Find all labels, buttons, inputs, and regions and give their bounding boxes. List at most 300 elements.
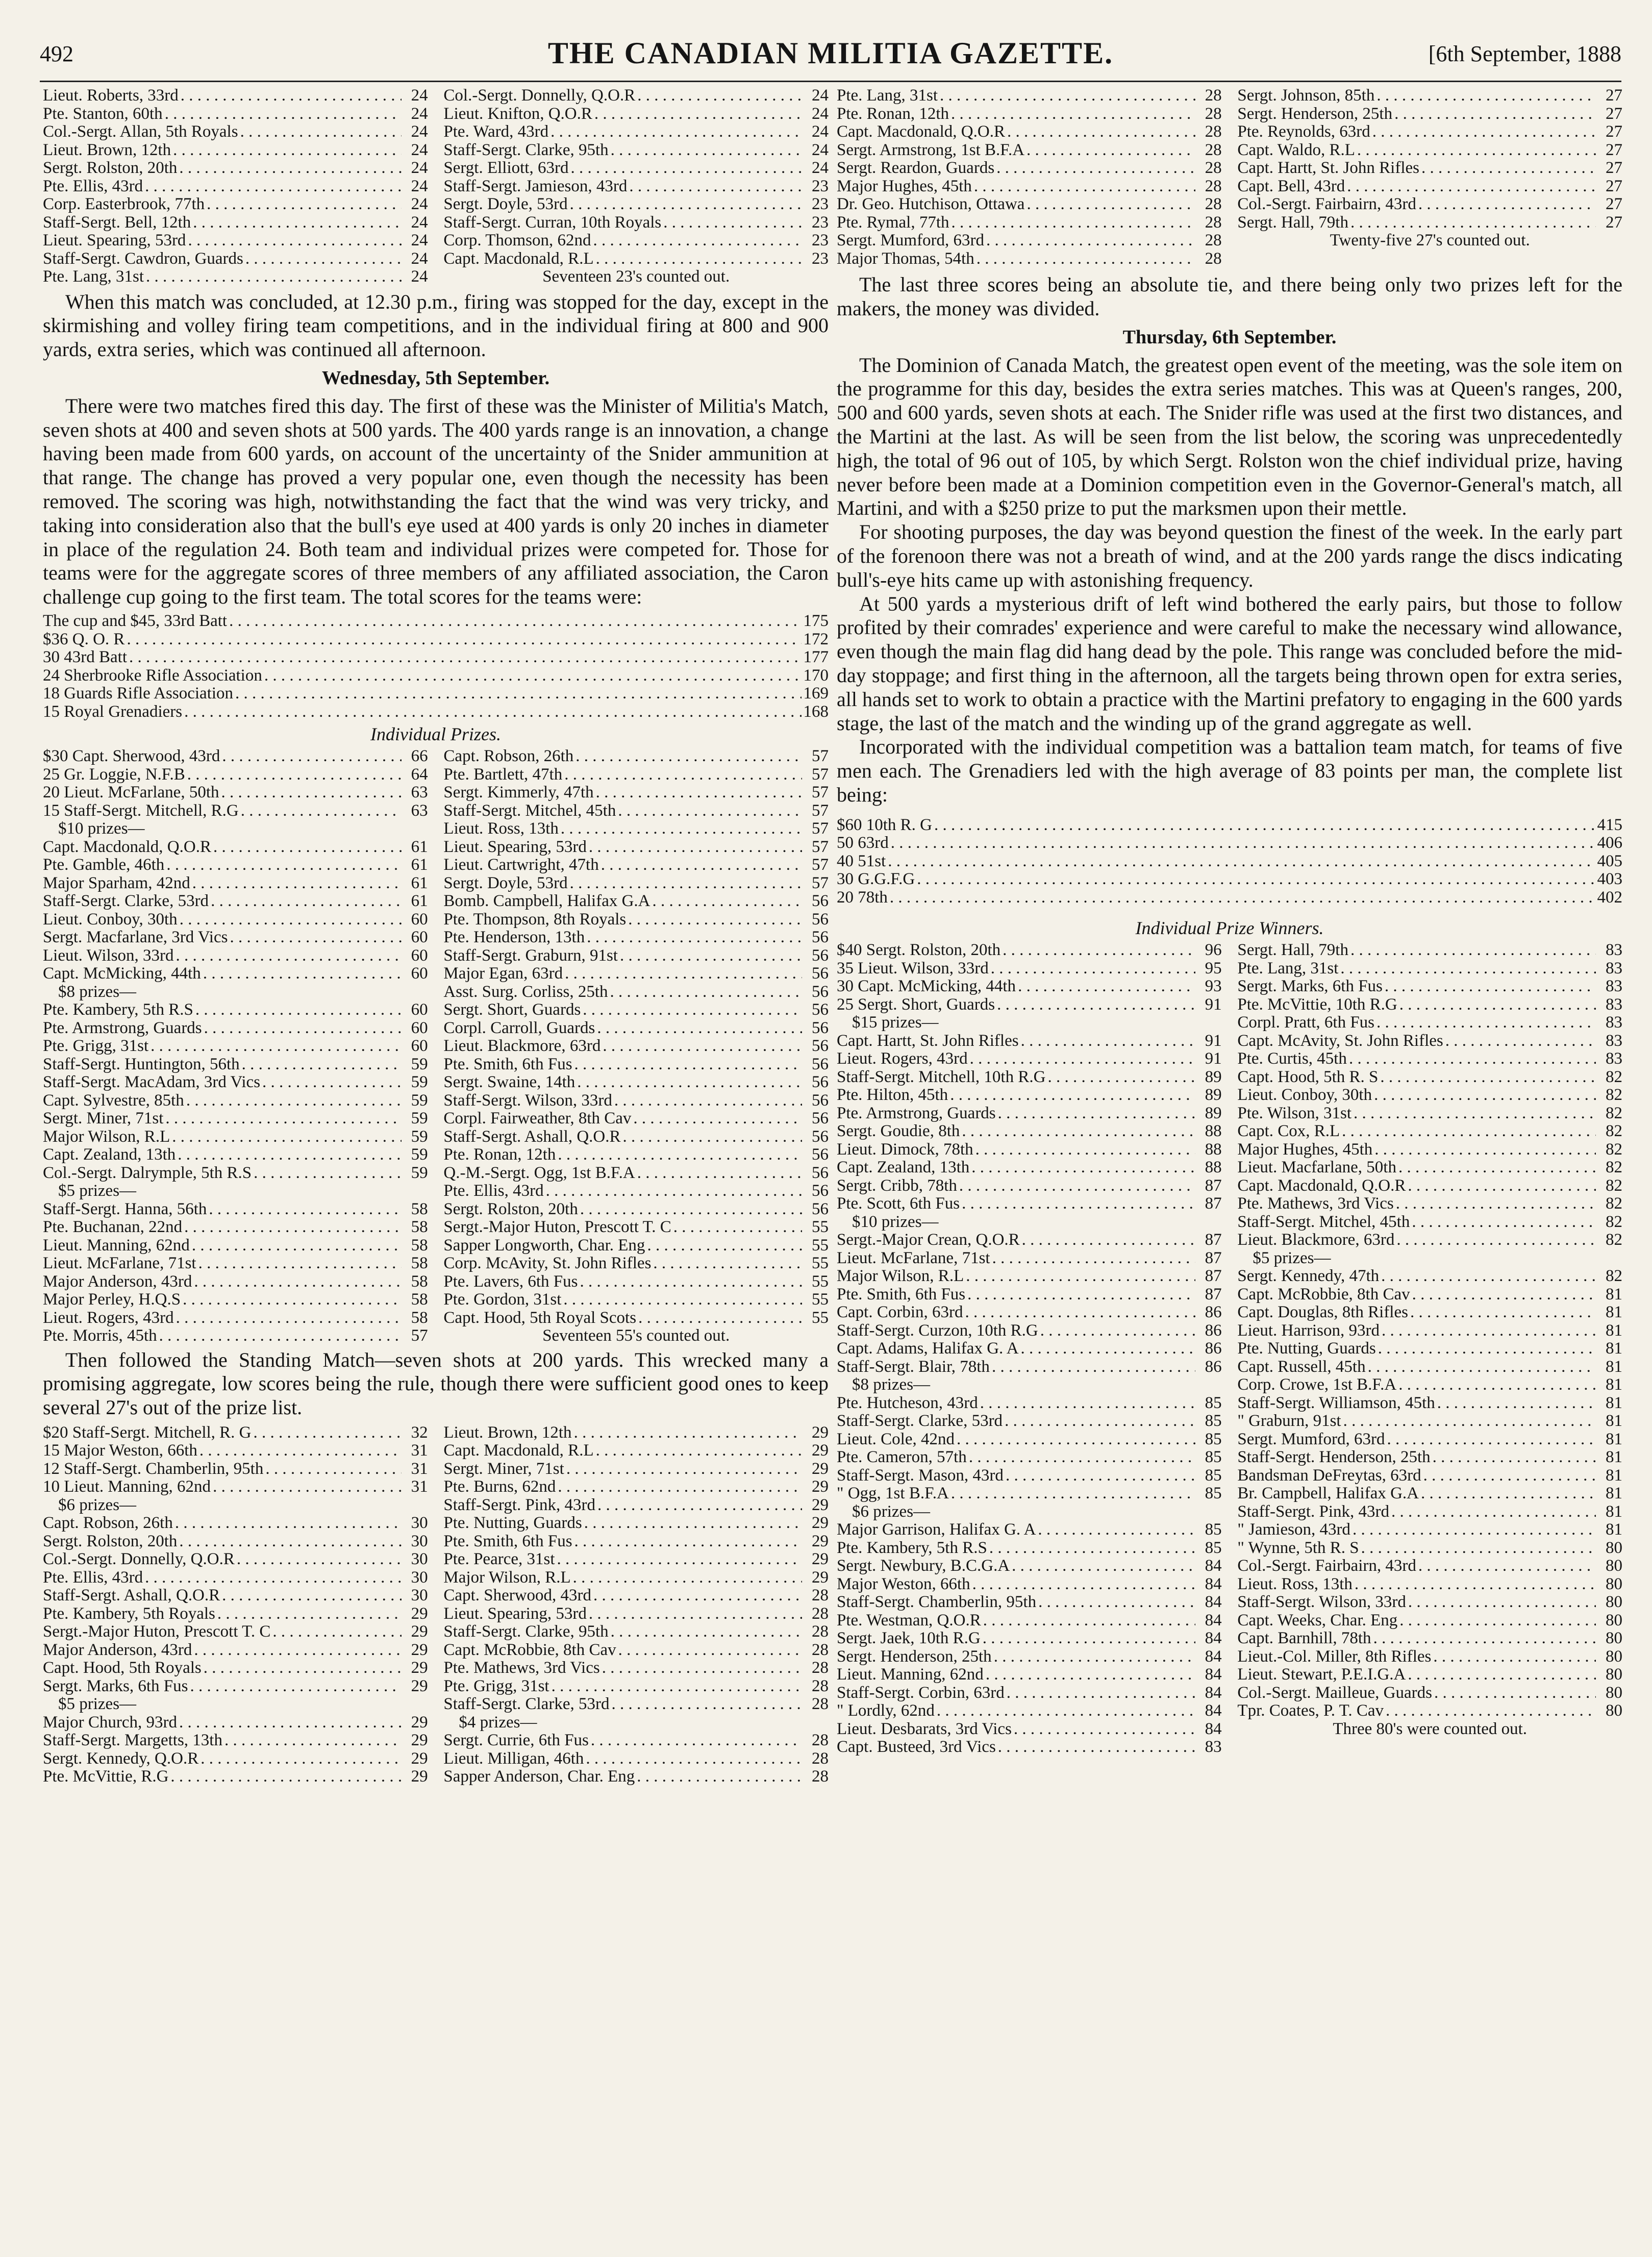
entry-name: Lieut. Wilson, 33rd [43, 946, 174, 965]
entry-score: 29 [411, 1749, 428, 1768]
entry-score: 82 [1606, 1159, 1622, 1177]
entry-score: 84 [1205, 1575, 1222, 1593]
table-row [1237, 1177, 1622, 1195]
entry-score: 81 [1606, 1448, 1622, 1467]
entry-score: 405 [1597, 852, 1622, 870]
dot-leader [965, 1303, 1195, 1322]
entry-name: Major Anderson, 43rd [43, 1641, 192, 1659]
table-row [837, 834, 1622, 852]
table-row [1237, 159, 1622, 178]
entry-score: 24 [411, 268, 428, 286]
entry-score: 86 [1205, 1358, 1222, 1376]
entry-name: Asst. Surg. Corliss, 25th [443, 983, 608, 1001]
entry-score: 59 [411, 1091, 428, 1110]
entry-score: 55 [812, 1218, 829, 1237]
entry-name: $36 Q. O. R [43, 630, 125, 648]
dot-leader [633, 1110, 802, 1128]
entry-name: Lieut. Rogers, 43rd [837, 1050, 968, 1068]
entry-name: Lieut.-Col. Miller, 8th Rifles [1237, 1647, 1432, 1666]
entry-name: Sergt. Miner, 71st [43, 1110, 164, 1128]
dot-leader [986, 1666, 1195, 1684]
entry-name: Lieut. Manning, 62nd [43, 1236, 190, 1255]
entry-name: Sergt. Kimmerly, 47th [443, 784, 594, 802]
table-row [837, 1431, 1222, 1449]
entry-name: Pte. Kambery, 5th R.S [43, 1001, 193, 1019]
dot-leader [577, 1073, 802, 1092]
table-row [837, 1068, 1222, 1087]
table-row [1237, 960, 1622, 978]
dot-leader [222, 747, 401, 766]
entry-name: Col.-Sergt. Mailleue, Guards [1237, 1684, 1432, 1702]
table-row [1237, 1648, 1622, 1666]
entry-score: 57 [812, 820, 829, 838]
dot-leader [1014, 1720, 1195, 1739]
table-row [43, 820, 428, 838]
table-row [837, 232, 1222, 250]
entry-name: $5 prizes— [58, 1695, 137, 1714]
page-number: 492 [40, 41, 73, 66]
entry-name: Capt. Robson, 26th [443, 747, 574, 766]
dot-leader [566, 1460, 802, 1478]
entry-score: 23 [812, 232, 829, 249]
table-col [443, 747, 829, 1345]
entry-score: 84 [1205, 1666, 1222, 1684]
dot-leader [194, 1641, 401, 1660]
dot-leader [1421, 1485, 1596, 1503]
entry-name: Lieut. Dimock, 78th [837, 1140, 973, 1159]
entry-score: 87 [1205, 1176, 1222, 1195]
table-row [443, 1424, 829, 1442]
entry-score: 91 [1205, 995, 1222, 1014]
entry-name: Lieut. Manning, 62nd [837, 1666, 984, 1684]
dot-leader [1382, 1322, 1596, 1340]
dot-leader [1434, 1684, 1596, 1702]
dot-leader [623, 1128, 802, 1146]
dot-leader [996, 159, 1195, 178]
entry-name: Staff-Sergt. Bell, 12th [43, 213, 191, 232]
entry-name: Corpl. Carroll, Guards [443, 1019, 595, 1037]
dot-leader [1038, 1521, 1195, 1539]
table-col [1237, 87, 1622, 268]
dot-leader [969, 1448, 1195, 1467]
dot-leader [991, 960, 1195, 978]
dot-leader [221, 784, 402, 802]
left-column [43, 87, 829, 2240]
entry-name: Sergt. Rolston, 20th [43, 159, 178, 177]
entry-name: Lieut. Desbarats, 3rd Vics [837, 1720, 1012, 1738]
entry-name: " Ogg, 1st B.F.A [837, 1485, 949, 1503]
dot-leader [209, 1200, 401, 1219]
table-row [43, 1073, 428, 1092]
entry-score: 56 [812, 983, 829, 1001]
table-row [837, 1503, 1222, 1521]
dot-leader [199, 1442, 402, 1460]
entry-name: Col.-Sergt. Donnelly, Q.O.R [443, 87, 636, 105]
entry-name: Pte. Smith, 6th Fus [443, 1532, 572, 1550]
table-row [837, 214, 1222, 232]
dot-leader [179, 1533, 401, 1551]
entry-score: 84 [1205, 1629, 1222, 1648]
dot-leader [934, 816, 1595, 835]
entry-score: 24 [411, 177, 428, 195]
dot-leader [192, 1237, 402, 1255]
entry-score: 24 [411, 87, 428, 105]
entry-score: 29 [812, 1478, 829, 1496]
entry-name: $6 prizes— [58, 1496, 137, 1514]
entry-name: Bomb. Campbell, Halifax G.A [443, 892, 650, 911]
table-row [1237, 996, 1622, 1014]
entry-name: Sergt. Cribb, 78th [837, 1176, 957, 1195]
entry-name: 40 51st [837, 852, 886, 870]
entry-name: Staff-Sergt. Henderson, 25th [1237, 1448, 1431, 1467]
entry-score: 55 [812, 1291, 829, 1309]
dot-leader [618, 802, 802, 820]
entry-name: $8 prizes— [58, 983, 137, 1001]
dot-leader [890, 889, 1595, 907]
entry-name: Sergt. Mumford, 63rd [837, 232, 985, 249]
entry-score: 82 [1606, 1122, 1622, 1141]
entry-name: Lieut. Conboy, 30th [43, 910, 178, 929]
table-row [43, 1255, 428, 1273]
table-row [443, 1677, 829, 1696]
entry-name: Capt. Macdonald, Q.O.R [837, 123, 1005, 141]
entry-name: $5 prizes— [1253, 1249, 1331, 1267]
entry-name: Sergt. Kennedy, 47th [1237, 1267, 1380, 1286]
dot-leader [888, 852, 1595, 871]
table-row [43, 268, 428, 286]
dot-leader [637, 1768, 802, 1786]
table-row [837, 1448, 1222, 1467]
table-row [1237, 1122, 1622, 1141]
dot-leader [145, 178, 401, 196]
entry-name: Capt. Macdonald, R.L [443, 249, 594, 268]
score-table-2 [43, 747, 829, 1345]
entry-name: Lieut. Spearing, 53rd [443, 1604, 587, 1623]
entry-score: 61 [411, 892, 428, 911]
dot-leader [1408, 1177, 1596, 1195]
entry-score: 82 [1606, 1231, 1622, 1249]
dot-leader [1007, 123, 1195, 141]
table-row [443, 1128, 829, 1146]
dot-leader [1354, 1105, 1596, 1123]
table-row [443, 250, 829, 268]
dot-leader [1421, 159, 1596, 178]
entry-name: Pte. Mathews, 3rd Vics [443, 1659, 600, 1677]
entry-name: Capt. Bell, 43rd [1237, 177, 1345, 195]
entry-name: Sergt. Hall, 79th [1237, 941, 1348, 960]
dot-leader [614, 1092, 802, 1110]
table-row [443, 1605, 829, 1623]
entry-name: Pte. Smith, 6th Fus [443, 1055, 572, 1073]
entry-name: Col.-Sergt. Donnelly, Q.O.R [43, 1550, 235, 1569]
entry-score: 170 [803, 666, 829, 685]
entry-name: Lieut. Ross, 13th [1237, 1575, 1353, 1593]
dot-leader [237, 1550, 402, 1569]
dot-leader [241, 802, 402, 820]
dot-leader [203, 965, 402, 983]
table-rows [1237, 87, 1622, 232]
dot-leader [1408, 1666, 1596, 1684]
entry-name: Sergt. Kennedy, Q.O.R [43, 1749, 199, 1768]
entry-name: Staff-Sergt. Pink, 43rd [1237, 1502, 1390, 1521]
dot-leader [611, 1695, 802, 1714]
table-row [1237, 1467, 1622, 1485]
dot-leader [272, 1623, 401, 1641]
entry-score: 28 [1205, 105, 1222, 123]
entry-name: $5 prizes— [58, 1182, 137, 1200]
entry-name: 30 Capt. McMicking, 44th [837, 977, 1016, 996]
table-row [43, 1550, 428, 1569]
dot-leader [951, 1485, 1195, 1503]
table-row [443, 1237, 829, 1255]
entry-score: 60 [411, 929, 428, 947]
table-row [443, 141, 829, 160]
dot-leader [594, 105, 802, 123]
entry-score: 57 [812, 856, 829, 874]
dot-leader [952, 214, 1195, 232]
entry-score: 87 [1205, 1195, 1222, 1213]
table-row [43, 1237, 428, 1255]
entry-name: Capt. Macdonald, Q.O.R [1237, 1176, 1406, 1195]
entry-score: 86 [1205, 1303, 1222, 1322]
table-row [837, 195, 1222, 214]
entry-name: Pte. Henderson, 13th [443, 929, 585, 947]
entry-score: 23 [812, 195, 829, 213]
table-row [1237, 1267, 1622, 1286]
entry-name: Capt. Macdonald, Q.O.R [43, 838, 211, 856]
dot-leader [192, 874, 402, 893]
entry-name: Sergt. Jaek, 10th R.G [837, 1629, 981, 1648]
dot-leader [165, 105, 402, 123]
entry-name: Pte. Buchanan, 22nd [43, 1218, 183, 1237]
entry-name: Staff-Sergt. Curran, 10th Royals [443, 213, 662, 232]
entry-score: 83 [1606, 1032, 1622, 1050]
paragraph: Incorporated with the individual competition was a battalion team match, for teams of five men each. The Grenadiers led with the high average of 83 points per man, the complete list being: [837, 735, 1622, 806]
issue-date: [6th September, 1888 [1428, 41, 1621, 66]
entry-name: $40 Sergt. Rolston, 20th [837, 941, 1001, 960]
entry-name: Capt. Adams, Halifax G. A [837, 1340, 1019, 1358]
entry-name: Major Anderson, 43rd [43, 1272, 192, 1291]
entry-score: 81 [1606, 1285, 1622, 1303]
dot-leader [1350, 214, 1596, 232]
entry-score: 29 [812, 1460, 829, 1478]
table-row [443, 1478, 829, 1496]
entry-score: 28 [1205, 87, 1222, 105]
table-row [43, 232, 428, 250]
table-col [43, 87, 428, 286]
entry-name: Corp. Crowe, 1st B.F.A [1237, 1376, 1397, 1394]
dot-leader [917, 870, 1595, 889]
table-row [1237, 1231, 1622, 1249]
table-row [443, 1514, 829, 1533]
table-row [443, 892, 829, 911]
entry-name: Sergt.-Major Huton, Prescott T. C [443, 1218, 671, 1237]
entry-score: 63 [411, 801, 428, 820]
table-row [837, 1467, 1222, 1485]
entry-name: Pte. Cameron, 57th [837, 1448, 967, 1467]
entry-name: Staff-Sergt. Cawdron, Guards [43, 249, 243, 268]
table-row [837, 1340, 1222, 1358]
dot-leader [637, 1164, 802, 1183]
table-row [43, 685, 829, 703]
entry-name: Pte. Ellis, 43rd [43, 1568, 143, 1587]
entry-name: Staff-Sergt. Chamberlin, 95th [837, 1593, 1037, 1612]
entry-name: Sergt. Newbury, B.C.G.A [837, 1557, 1010, 1575]
entry-score: 23 [812, 249, 829, 268]
entry-name: Sergt. Swaine, 14th [443, 1073, 575, 1092]
dot-leader [178, 1146, 401, 1164]
table-row [837, 1539, 1222, 1558]
score-table-5 [837, 941, 1622, 1757]
entry-score: 80 [1606, 1647, 1622, 1666]
entry-name: $15 prizes— [852, 1014, 939, 1032]
entry-name: Sergt. Henderson, 25th [837, 1647, 992, 1666]
dot-leader [170, 1768, 401, 1786]
entry-name: 15 Royal Grenadiers [43, 703, 183, 721]
entry-name: Corpl. Fairweather, 8th Cav [443, 1110, 632, 1128]
masthead-title: THE CANADIAN MILITIA GAZETTE. [547, 36, 1114, 70]
entry-score: 24 [411, 213, 428, 232]
table-row [443, 123, 829, 141]
table-row [837, 159, 1222, 178]
entry-name: Pte. Thompson, 8th Royals [443, 910, 627, 929]
entry-score: 30 [411, 1550, 428, 1569]
entry-name: Lieut. Milligan, 46th [443, 1749, 584, 1768]
dot-leader [264, 667, 802, 685]
table-row [837, 1014, 1222, 1032]
table-row [837, 1141, 1222, 1159]
dot-leader [583, 1001, 802, 1019]
entry-name: Lieut. Cartwright, 47th [443, 856, 599, 874]
table-row [1237, 1629, 1622, 1648]
entry-score: 81 [1606, 1340, 1622, 1358]
table-col [43, 1424, 428, 1786]
table-row [443, 838, 829, 857]
entry-name: Lieut. McFarlane, 71st [837, 1249, 990, 1267]
header-rule [40, 81, 1621, 82]
dot-leader [561, 820, 802, 838]
entry-score: 29 [411, 1604, 428, 1623]
table-row [837, 1521, 1222, 1539]
table-row [43, 123, 428, 141]
table-row [43, 1695, 428, 1714]
table-row [43, 1514, 428, 1533]
table-row [43, 1768, 428, 1786]
table-row [43, 250, 428, 268]
entry-name: Sergt. Marks, 6th Fus [43, 1677, 188, 1695]
table-col [43, 747, 428, 1345]
entry-score: 81 [1606, 1321, 1622, 1340]
dot-leader [213, 838, 402, 857]
table-row [443, 1255, 829, 1273]
table-row [837, 141, 1222, 160]
dot-leader [1022, 1231, 1195, 1249]
entry-name: Major Perley, H.Q.S [43, 1291, 181, 1309]
entry-name: Capt. McRobbie, 8th Cav [1237, 1285, 1410, 1303]
entry-score: 81 [1606, 1358, 1622, 1376]
entry-name: Pte. Grigg, 31st [43, 1037, 149, 1056]
entry-score: 63 [411, 784, 428, 802]
dot-leader [1018, 977, 1195, 996]
entry-score: 87 [1205, 1231, 1222, 1249]
entry-name: Capt. Hood, 5th Royal Scots [443, 1309, 637, 1327]
table-row [443, 1768, 829, 1786]
table-row [1237, 123, 1622, 141]
entry-name: Capt. Hartt, St. John Rifles [1237, 159, 1419, 177]
dot-leader [593, 1587, 802, 1605]
entry-score: 61 [411, 874, 428, 892]
entry-score: 56 [812, 1164, 829, 1182]
dot-leader [997, 996, 1195, 1014]
entry-score: 57 [812, 838, 829, 856]
entry-score: 406 [1597, 834, 1622, 852]
entry-score: 24 [411, 123, 428, 141]
table-row [43, 1182, 428, 1200]
table-row [837, 960, 1222, 978]
table-col [837, 941, 1222, 1757]
entry-score: 23 [812, 177, 829, 195]
dot-leader [653, 1255, 802, 1273]
table-row [443, 1641, 829, 1660]
entry-name: Lieut. Brown, 12th [43, 141, 171, 159]
table-row [1237, 1159, 1622, 1177]
table-row [43, 703, 829, 721]
dot-leader [179, 1714, 402, 1732]
entry-name: Staff-Sergt. Ashall, Q.O.R [443, 1127, 621, 1146]
entry-score: 95 [1205, 959, 1222, 977]
entry-name: Sergt. Doyle, 53rd [443, 874, 568, 892]
entry-score: 402 [1597, 888, 1622, 907]
dot-leader [673, 1218, 802, 1237]
table-row [837, 1593, 1222, 1612]
entry-name: Pte. Scott, 6th Fus [837, 1195, 960, 1213]
entry-name: Lieut. Macfarlane, 50th [1237, 1159, 1396, 1177]
entry-score: 24 [411, 105, 428, 123]
table-row [443, 1092, 829, 1110]
table-row [1237, 1249, 1622, 1268]
entry-name: Bandsman DeFreytas, 63rd [1237, 1466, 1421, 1485]
entry-score: 56 [812, 892, 829, 911]
table-row [837, 123, 1222, 141]
entry-score: 85 [1205, 1466, 1222, 1485]
dot-leader [173, 141, 401, 160]
dot-leader [1047, 1068, 1195, 1087]
table-row [43, 1641, 428, 1660]
entry-name: Corpl. Pratt, 6th Fus [1237, 1014, 1375, 1032]
entry-score: 83 [1606, 1014, 1622, 1032]
entry-name: Pte. Ellis, 43rd [43, 177, 143, 195]
entry-name: Lieut. Stewart, P.E.I.G.A [1237, 1666, 1406, 1684]
table-row [837, 1720, 1222, 1739]
entry-name: Major Hughes, 45th [837, 177, 972, 195]
entry-score: 31 [411, 1460, 428, 1478]
entry-score: 81 [1606, 1502, 1622, 1521]
table-row [837, 250, 1222, 268]
table-row [43, 1291, 428, 1309]
dot-leader [1361, 1539, 1596, 1558]
dot-leader [1399, 1612, 1596, 1630]
entry-score: 29 [411, 1713, 428, 1732]
table-row [837, 1557, 1222, 1575]
dot-leader [597, 1496, 802, 1515]
table-row [443, 747, 829, 766]
dot-leader [962, 1122, 1195, 1141]
table-row [43, 874, 428, 893]
table-row [443, 1569, 829, 1587]
entry-name: The cup and $45, 33rd Batt [43, 612, 228, 631]
entry-score: 58 [411, 1255, 428, 1273]
entry-score: 85 [1205, 1539, 1222, 1557]
